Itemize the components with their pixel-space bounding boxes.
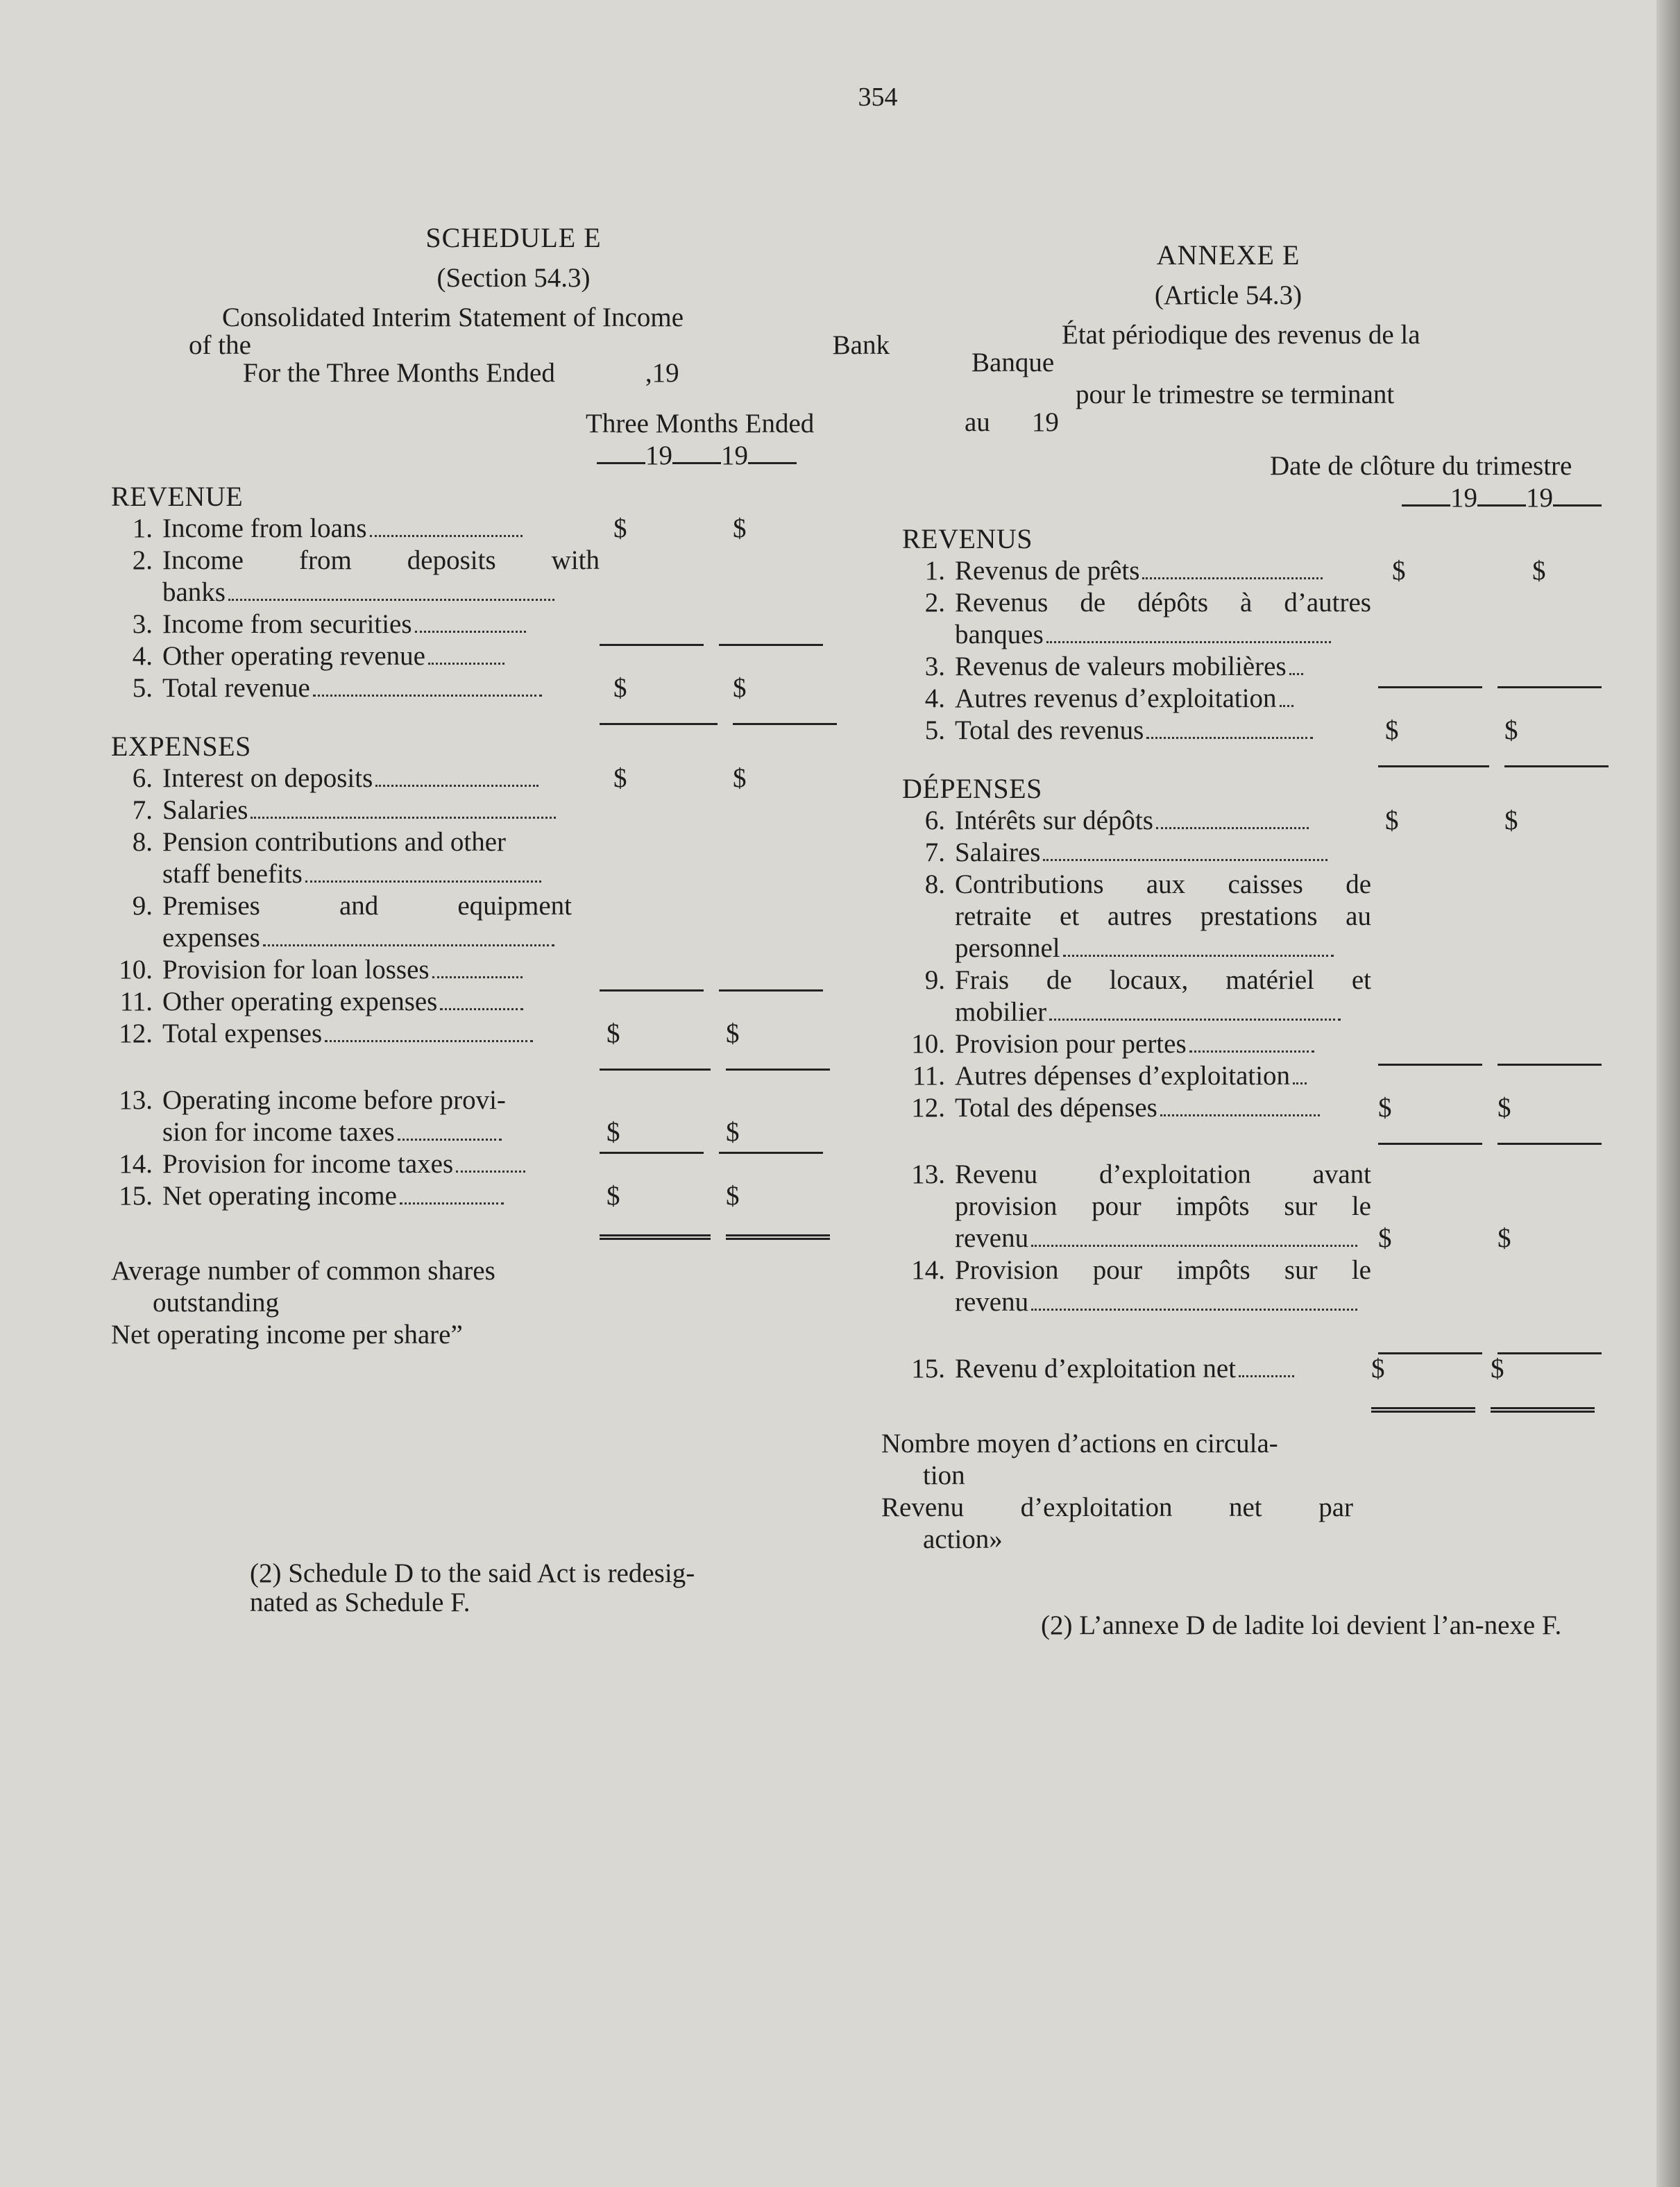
- line-item-6: 6. Interest on deposits $ $: [132, 763, 747, 793]
- depenses-heading: DÉPENSES: [902, 773, 1042, 804]
- column-header-fr: Date de clôture du trimestre: [1270, 451, 1572, 481]
- average-shares-label: Average number of common shares outstanding: [111, 1256, 495, 1318]
- section-reference: (Section 54.3): [436, 263, 591, 293]
- revenu-par-action-label: Revenu d’exploitation net par action»: [881, 1492, 1353, 1554]
- ligne-8: 8. Contributions aux caisses de: [924, 869, 1371, 899]
- per-share-label: Net operating income per share”: [111, 1320, 463, 1350]
- line-item-8: 8. Pension contributions and other: [132, 827, 507, 857]
- ligne-4: 4. Autres revenus d’exploitation: [881, 683, 1631, 715]
- amendment-note: (2) Schedule D to the said Act is redesig-nated as Schedule F.: [250, 1558, 695, 1617]
- schedule-title: SCHEDULE E: [425, 222, 602, 253]
- article-reference: (Article 54.3): [1154, 280, 1303, 310]
- ligne-5: 5. Total des revenus $ $: [881, 715, 1631, 747]
- line-item-4: 4. Other operating revenue: [111, 640, 847, 672]
- line-item-10: 10. Provision for loan losses: [111, 954, 847, 986]
- ligne-2: 2. Revenus de dépôts à d’autres: [924, 588, 1371, 618]
- annexe-title: ANNEXE E: [1156, 239, 1300, 271]
- etat-au: au: [965, 407, 990, 437]
- etat-title: État périodique des revenus de la: [1062, 320, 1420, 350]
- line-item-12: 12. Total expenses $ $: [111, 1018, 847, 1050]
- statement-year: ,19: [645, 358, 679, 388]
- revenue-heading: REVENUE: [111, 481, 244, 512]
- revenus-heading: REVENUS: [902, 523, 1033, 554]
- line-item-9: 9. Premises and equipment: [132, 891, 572, 921]
- column-header: Three Months Ended: [586, 409, 815, 439]
- etat-header: [881, 321, 1631, 436]
- page-number: 354: [858, 83, 898, 112]
- line-item-5: 5. Total revenue $ $: [111, 672, 847, 704]
- line-item-2: 2. Income from deposits with: [132, 545, 600, 575]
- expenses-heading: EXPENSES: [111, 731, 251, 762]
- statement-header: [111, 303, 890, 388]
- line-item-1: 1. Income from loans $ $: [132, 513, 747, 543]
- ligne-10: 10. Provision pour pertes: [881, 1028, 1631, 1060]
- ligne-3: 3. Revenus de valeurs mobilières: [881, 651, 1631, 683]
- nombre-actions-label: Nombre moyen d’actions en circula- tion: [881, 1429, 1278, 1490]
- ligne-7: 7. Salaires: [881, 837, 1631, 869]
- french-column: ANNEXE E (Article 54.3) État périodique des revenus de la Banque pour le trimestre se terminant au 19 Date de clôture du trimestre 19 19 REVENUS 1. Revenus de prêts $ $ 2. Revenus de dépôts à d’autres banques 3. Revenus de valeurs mobilières 4. Autres revenus d’exploitation 5. Total des revenus $ $ DÉPENSES 6. Intérêts sur dépôts $ $ 7. Salaires 8. Contributions aux caisses de retraite et autres prestations au personnel 9. Frais de locaux, matériel et mobilier 10. Provision pour pertes 11. Autres dépenses d’exploitation 12. Total des dépenses $ $ 13. Revenu d’exploitation avant provision pour impôts sur le revenu $ $ 14. Provision pour impôts sur le revenu 15. Revenu d’exploitation net $ $ Nombre moyen d’actions en circula- tion Revenu d’exploitation net par action» (2) L’annexe D de ladite loi devient l’an-nexe F.: [881, 239, 1631, 1640]
- line-item-15: 15. Net operating income $ $: [111, 1180, 847, 1212]
- page-edge: [1656, 0, 1680, 2187]
- statement-of-the: of the: [189, 330, 251, 360]
- statement-bank: Bank: [832, 330, 890, 360]
- line-item-3: 3. Income from securities: [111, 609, 847, 640]
- ligne-6: 6. Intérêts sur dépôts $ $: [924, 806, 1518, 835]
- etat-banque: Banque: [971, 348, 1055, 377]
- ligne-11: 11. Autres dépenses d’exploitation: [881, 1060, 1631, 1092]
- column-years-fr: 19 19: [881, 482, 1631, 511]
- etat-period: pour le trimestre se terminant: [1076, 380, 1395, 409]
- amendement-note: (2) L’annexe D de ladite loi devient l’an-nexe F.: [1041, 1610, 1562, 1640]
- ligne-9: 9. Frais de locaux, matériel et: [924, 965, 1371, 995]
- etat-year: 19: [1031, 407, 1059, 437]
- statement-period: For the Three Months Ended: [243, 358, 555, 388]
- ligne-1: 1. Revenus de prêts $ $: [924, 556, 1546, 586]
- line-item-11: 11. Other operating expenses: [111, 986, 847, 1018]
- ligne-14: 14. Provision pour impôts sur le: [911, 1255, 1371, 1285]
- english-column: SCHEDULE E (Section 54.3) Consolidated Interim Statement of Income of the Bank For the Three Months Ended ,19 Three Months Ended 19 19 REVENUE 1. Income from loans $ $ 2. Income from deposits with banks 3. Income from securities 4. Other operating revenue 5. Total revenue $ $ EXPENSES 6. Interest on deposits $ $ 7. Salaries 8. Pension contributions and other staff benefits 9. Premises and equipment expenses 10. Provision for loan losses 11. Other operating expenses 12. Total expenses $ $ 13. Operating income before provi- sion for income taxes $ $ 14. Provision for income taxes 15. Net operating income $ $ Average number of common shares outstanding Net operating income per share” (2) Schedule D to the said Act is redesig-nated as Schedule F.: [111, 222, 890, 1617]
- line-item-14: 14. Provision for income taxes: [111, 1148, 847, 1180]
- ligne-13: 13. Revenu d’exploitation avant: [911, 1159, 1371, 1189]
- line-item-7: 7. Salaries: [111, 794, 847, 826]
- line-item-13: 13. Operating income before provi-: [119, 1085, 506, 1115]
- column-years: 19 19: [111, 440, 847, 468]
- ligne-15: 15. Revenu d’exploitation net $ $: [881, 1353, 1631, 1385]
- statement-title: Consolidated Interim Statement of Income: [222, 303, 684, 332]
- ligne-12: 12. Total des dépenses $ $: [881, 1092, 1631, 1124]
